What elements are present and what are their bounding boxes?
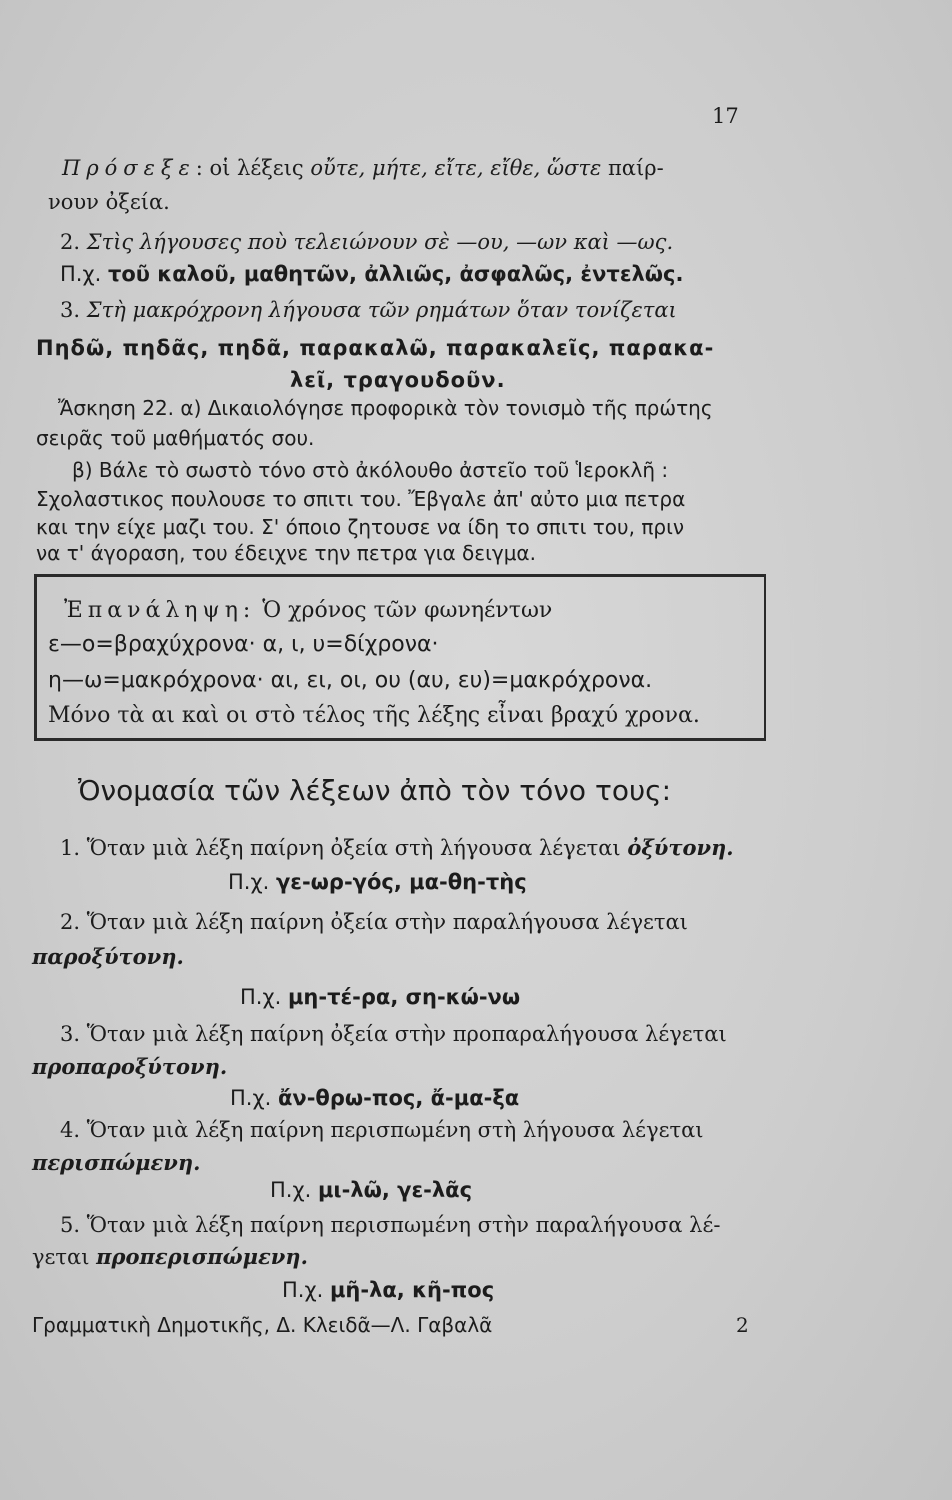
rule-3 — [60, 298, 677, 322]
item-number: 4. — [60, 1118, 81, 1142]
note-line-1 — [62, 156, 664, 180]
naming-item-5-cont — [32, 1244, 308, 1269]
recap-title-rest: Ὁ χρόνος τῶν φωνηέντων — [262, 598, 553, 623]
exercise-line-1: Ἄσκηση 22. α) Δικαιολόγησε προφορικὰ τὸν τονισμὸ τῆς πρώτης — [58, 396, 713, 420]
item-term: προπερισπώμενη. — [96, 1244, 308, 1269]
naming-term-4: περισπώμενη. — [32, 1150, 201, 1175]
naming-item-3 — [60, 1022, 727, 1046]
example-label: Π.χ. — [240, 985, 282, 1009]
rule-3-text: Στὴ μακρόχρονη λήγουσα τῶν ρημάτων ὅταν τονίζεται — [86, 298, 677, 322]
item-number: 2. — [60, 910, 81, 934]
naming-example-1 — [228, 870, 527, 894]
naming-item-2 — [60, 910, 688, 934]
recap-line-1: ε—ο=βραχύχρονα· α, ι, υ=δίχρονα· — [48, 632, 439, 657]
exercise-line-6: να τ' άγοραση, του έδειχνε την πετρα για δειγμα. — [36, 541, 536, 565]
exercise-line-5: και την είχε μαζι του. Σ' όποιο ζητουσε να ίδη το σπιτι του, πριν — [36, 515, 685, 539]
recap-line-3: Μόνο τὰ αι καὶ οι στὸ τέλος τῆς λέξης εἶναι βραχύ χρονα. — [48, 703, 700, 728]
recap-title — [64, 598, 552, 623]
item-number: 5. — [60, 1213, 81, 1237]
example-label: Π.χ. — [282, 1278, 324, 1302]
item-text: Ὅταν μιὰ λέξη παίρνη περισπωμένη στὴν παραλήγουσα λέ- — [86, 1213, 721, 1237]
naming-example-2 — [240, 985, 520, 1009]
note-label: Πρόσεξε — [62, 156, 196, 180]
page-number: 17 — [712, 104, 739, 128]
example-words: μη-τέ-ρα, ση-κώ-νω — [287, 985, 521, 1009]
item-text: Ὅταν μιὰ λέξη παίρνη ὀξεία στὴ λήγουσα λέγεται — [86, 836, 628, 860]
example-label: Π.χ. — [60, 262, 102, 286]
example-words: ἄν-θρω-πος, ἄ-μα-ξα — [277, 1086, 520, 1110]
example-words: μι-λῶ, γε-λᾶς — [317, 1178, 473, 1202]
recap-title-label: Ἐπανάληψη: — [64, 598, 256, 623]
item-text: Ὅταν μιὰ λέξη παίρνη ὀξεία στὴν προπαραλήγουσα λέγεται — [86, 1022, 727, 1046]
footer-signature: 2 — [736, 1313, 749, 1337]
rule-3-example-2: λεῖ, τραγουδοῦν. — [290, 368, 506, 392]
naming-term-3: προπαροξύτονη. — [32, 1054, 228, 1079]
exercise-line-2: σειρᾶς τοῦ μαθήματός σου. — [36, 426, 315, 450]
naming-example-5 — [282, 1278, 494, 1302]
item-number: 3. — [60, 1022, 81, 1046]
note-text: : οἱ λέξεις — [195, 156, 311, 180]
naming-term-2: παροξύτονη. — [32, 944, 184, 969]
footer-title: Γραμματικὴ Δημοτικῆς, Δ. Κλειδᾶ—Λ. Γαβαλᾶ — [32, 1313, 493, 1337]
rule-3-example-1: Πηδῶ, πηδᾶς, πηδᾶ, παρακαλῶ, παρακαλεῖς, παρακα- — [36, 336, 715, 360]
naming-example-4 — [270, 1178, 472, 1202]
naming-item-5 — [60, 1213, 720, 1237]
section-heading: Ὀνομασία τῶν λέξεων ἀπὸ τὸν τόνο τους: — [78, 774, 672, 807]
recap-line-2: η—ω=μακρόχρονα· αι, ει, οι, ου (αυ, ευ)=μακρόχρονα. — [48, 668, 653, 693]
example-label: Π.χ. — [270, 1178, 312, 1202]
example-words: γε-ωρ-γός, μα-θη-τὴς — [275, 870, 527, 894]
rule-2-number: 2. — [60, 230, 81, 254]
item-number: 1. — [60, 836, 81, 860]
example-words: μῆ-λα, κῆ-πος — [329, 1278, 495, 1302]
note-words: οὔτε, μήτε, εἴτε, εἴθε, ὥστε — [310, 156, 602, 180]
example-words: τοῦ καλοῦ, μαθητῶν, ἀλλιῶς, ἀσφαλῶς, ἐντελῶς. — [107, 262, 684, 286]
naming-example-3 — [230, 1086, 519, 1110]
example-label: Π.χ. — [228, 870, 270, 894]
item-text: Ὅταν μιὰ λέξη παίρνη ὀξεία στὴν παραλήγουσα λέγεται — [86, 910, 688, 934]
item-text-cont: γεται — [32, 1245, 97, 1269]
item-text: Ὅταν μιὰ λέξη παίρνη περισπωμένη στὴ λήγουσα λέγεται — [86, 1118, 704, 1142]
exercise-line-4: Σχολαστικος πουλουσε το σπιτι του. Ἔβγαλε ἀπ' αὐτο μια πετρα — [36, 487, 686, 511]
rule-3-number: 3. — [60, 298, 81, 322]
item-term: ὀξύτονη. — [627, 835, 734, 860]
recap-box-shadow — [34, 738, 765, 741]
rule-2 — [60, 230, 673, 254]
naming-item-1 — [60, 835, 734, 860]
rule-2-text: Στὶς λήγουσες ποὺ τελειώνουν σὲ —ου, —ων καὶ —ως. — [86, 230, 674, 254]
note-line-2: νουν ὀξεία. — [48, 190, 170, 214]
example-label: Π.χ. — [230, 1086, 272, 1110]
exercise-line-3: β) Βάλε τὸ σωστὸ τόνο στὸ ἀκόλουθο ἀστεῖο τοῦ Ἱεροκλῆ : — [72, 458, 669, 482]
note-text-end: παίρ- — [601, 156, 664, 180]
rule-2-example — [60, 262, 683, 286]
naming-item-4 — [60, 1118, 704, 1142]
